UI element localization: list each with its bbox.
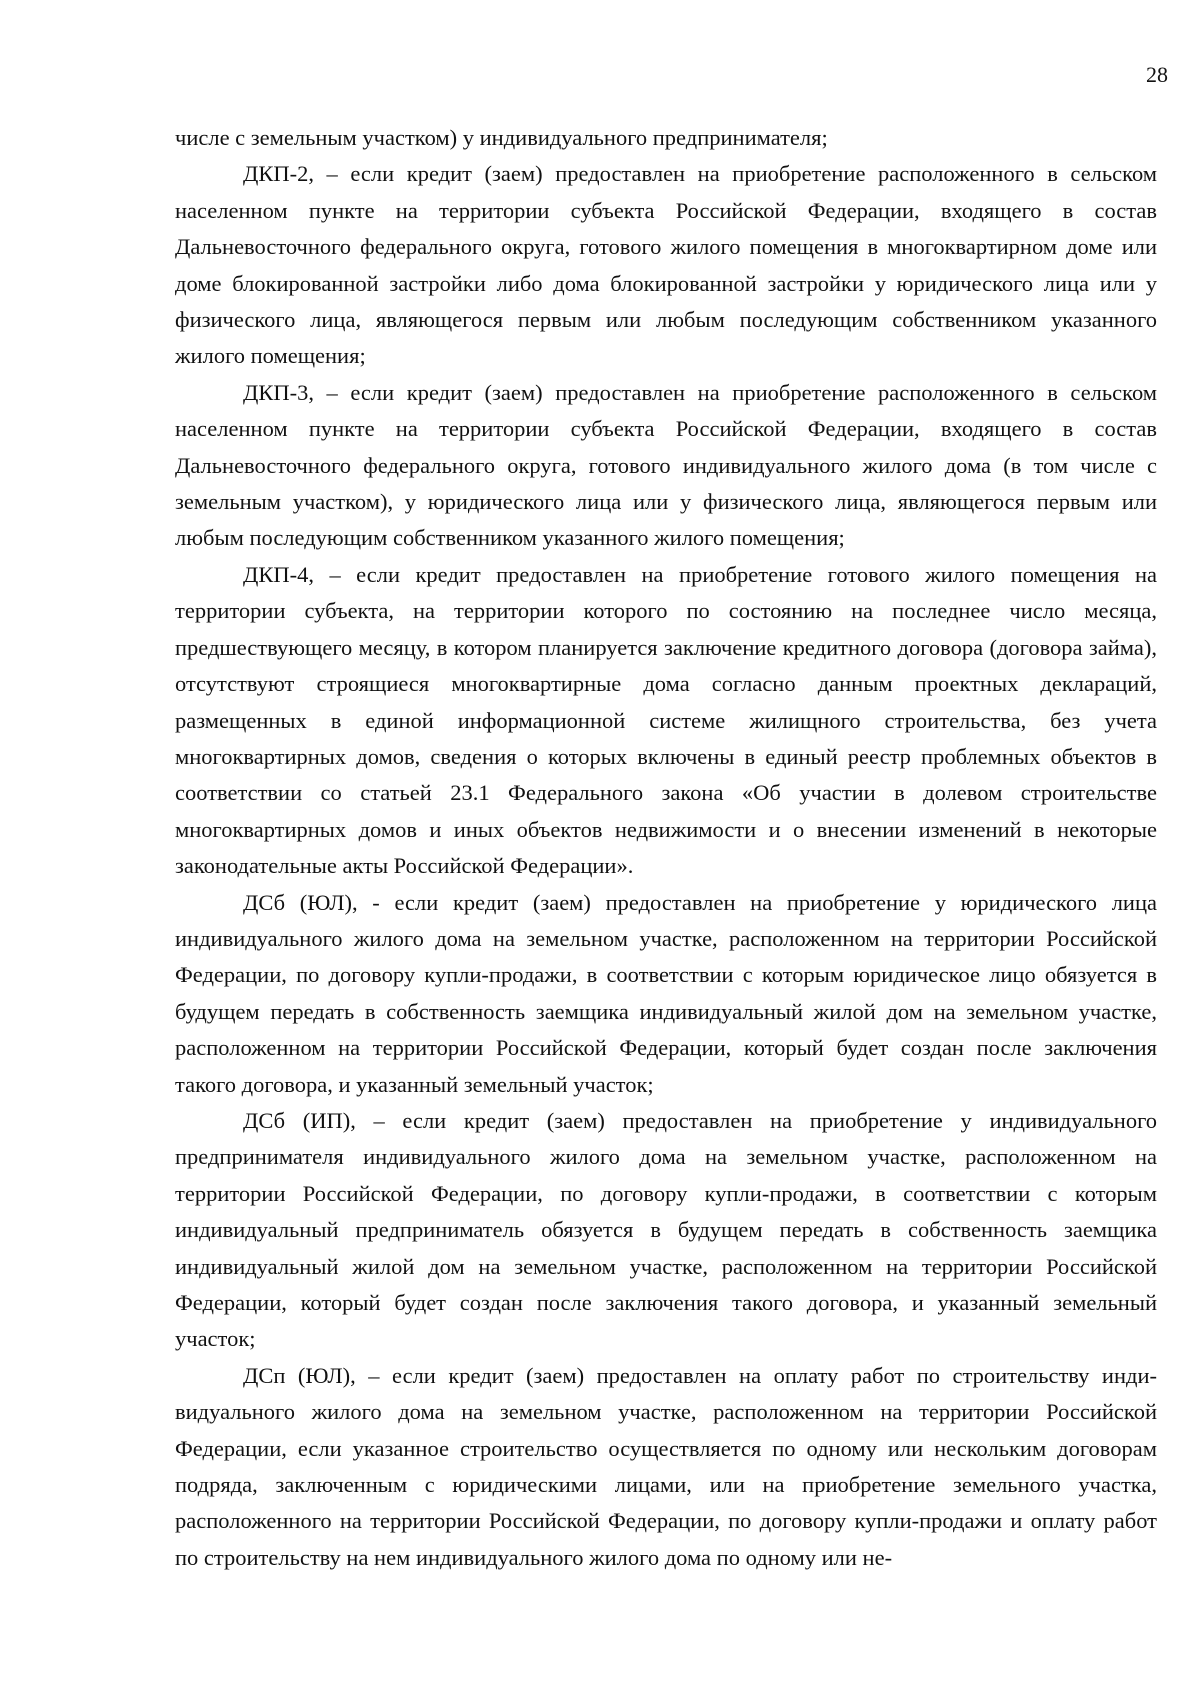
document-body xyxy=(175,120,1157,1576)
paragraph-dkp-3: ДКП-3, – если кредит (заем) предоставлен на приобретение расположенного в сельском населенном пункте на территории субъекта Российской Федерации, входящего в состав Дальневосточного федерального округа, готового индивидуального жилого дома (в том числе с земельным участком), у юридического лица или у физического лица, являющегося первым или любым последующим собственником указанного жилого помещения; xyxy=(175,379,1157,551)
paragraph-dsb-yul: ДСб (ЮЛ), - если кредит (заем) предоставлен на приобретение у юридического лица индивидуального жилого дома на земельном участке, расположенном на территории Российской Федерации, по договору купли-продажи, в соответствии с которым юридическое лицо обязуется в будущем передать в собственность заемщика индивидуальный жилой дом на земельном участке, расположенном на территории Российской Федерации, который будет создан после заключения такого договора, и указанный земельный участок; xyxy=(175,889,1157,1097)
paragraph-dsb-ip: ДСб (ИП), – если кредит (заем) предоставлен на приобретение у индивидуального предпринимателя индивидуального жилого дома на земельном участке, расположенном на территории Российской Федерации, по договору купли-продажи, в соответствии с которым индивидуальный предприниматель обязуется в будущем передать в собственность заемщика индивидуальный жилой дом на земельном участке, расположенном на территории Российской Федерации, который будет создан после заключения такого договора, и указанный земельный участок; xyxy=(175,1107,1157,1352)
paragraph-dsp-yul: ДСп (ЮЛ), – если кредит (заем) предоставлен на оплату работ по строительству индивидуального жилого дома на земельном участке, расположенном на территории Российской Федерации, если указанное строительство осуществляется по одному или нескольким договорам подряда, заключенным с юридическими лицами, или на приобретение земельного участка, расположенного на территории Российской Федерации, по договору купли-продажи и оплату работ по строительству на нем индивидуального жилого дома по одному или не- xyxy=(175,1362,1157,1570)
page-number: 28 xyxy=(1146,62,1168,87)
paragraph-continuation: числе с земельным участком) у индивидуального предпринимателя; xyxy=(175,125,828,150)
paragraph-dkp-4: ДКП-4, – если кредит предоставлен на приобретение готового жилого помещения на территории субъекта, на территории которого по состоянию на последнее число месяца, предшествующего месяцу, в котором планируется заключение кредитного договора (договора займа), отсутствуют строящиеся многоквартирные дома согласно данным проектных деклараций, размещенных в единой информационной системе жилищного строительства, без учета многоквартирных домов, сведения о которых включены в единый реестр проблемных объектов в соответствии со статьей 23.1 Федерального закона «Об участии в долевом строительстве многоквартирных домов и иных объектов недвижимости и о внесении изменений в некоторые законодательные акты Российской Федерации». xyxy=(175,561,1157,879)
paragraph-dkp-2: ДКП-2, – если кредит (заем) предоставлен на приобретение расположенного в сельском населенном пункте на территории субъекта Российской Федерации, входящего в состав Дальневосточного федерального округа, готового жилого помещения в многоквартирном доме или доме блокированной застройки либо дома блокированной застройки у юридического лица или у физического лица, являющегося первым или любым последующим собственником указанного жилого помещения; xyxy=(175,161,1157,369)
